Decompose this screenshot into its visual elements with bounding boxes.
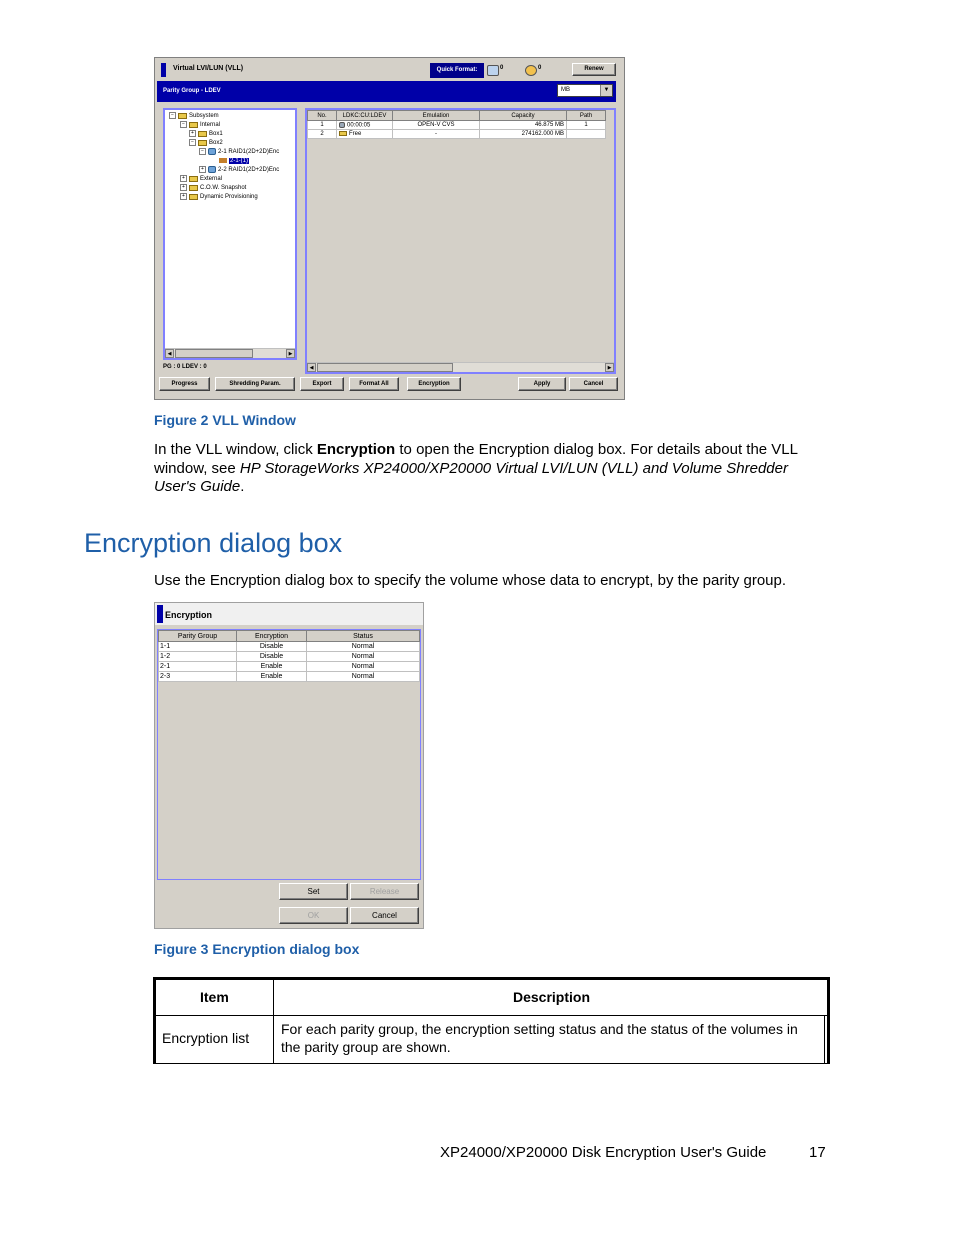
cell-no: 2 [308, 130, 337, 139]
key-icon [219, 158, 227, 163]
table-row[interactable] [159, 672, 420, 682]
release-button[interactable]: Release [350, 883, 419, 900]
scroll-left-icon[interactable]: ◀ [165, 349, 174, 358]
table-horizontal-scrollbar[interactable] [307, 362, 614, 372]
column-header[interactable]: Status [307, 631, 420, 642]
scroll-right-icon[interactable]: ▶ [605, 363, 614, 372]
cell-no: 1 [308, 121, 337, 130]
parity-group-tree[interactable] [163, 108, 297, 360]
cell-emulation: - [393, 130, 480, 139]
encryption-dialog [154, 602, 424, 929]
collapse-icon[interactable]: − [180, 121, 187, 128]
quick-format-label: Quick Format: [430, 63, 484, 78]
cancel-button[interactable]: Cancel [569, 377, 618, 391]
folder-icon [178, 113, 187, 119]
table-row[interactable] [159, 652, 420, 662]
renew-button[interactable]: Renew [572, 63, 616, 76]
title-accent [157, 605, 163, 623]
row-item: Encryption list [162, 1030, 250, 1046]
para-text: In the VLL window, click [154, 441, 317, 458]
cell-capacity: 46.875 MB [480, 121, 567, 130]
collapse-icon[interactable]: − [169, 112, 176, 119]
expand-icon[interactable]: + [180, 184, 187, 191]
row-description: For each parity group, the encryption setting status and the status of the volumes in the parity group are shown. [281, 1021, 798, 1055]
cell-ldev-text: Free [349, 131, 362, 138]
encryption-dialog-title: Encryption [165, 610, 213, 620]
cell-encryption: Disable [237, 652, 307, 662]
set-button[interactable]: Set [279, 883, 348, 900]
encryption-table-header [159, 631, 420, 642]
table-row[interactable] [159, 642, 420, 652]
folder-icon [189, 122, 198, 128]
scroll-thumb[interactable] [175, 349, 253, 358]
page-number: 17 [809, 1144, 826, 1161]
expand-icon[interactable]: + [180, 193, 187, 200]
tree-item-label: C.O.W. Snapshot [200, 185, 247, 192]
column-header[interactable]: Path [567, 111, 606, 121]
cell-status: Normal [307, 662, 420, 672]
unit-select-value: MB [561, 87, 570, 93]
tree-item-label: External [200, 176, 223, 183]
footer-title: XP24000/XP20000 Disk Encryption User's Guide [440, 1144, 767, 1161]
disk-icon [208, 166, 216, 173]
title-accent [161, 63, 166, 77]
apply-button[interactable]: Apply [518, 377, 566, 391]
table-row[interactable] [308, 130, 606, 139]
ok-button[interactable]: OK [279, 907, 348, 924]
tree-item-label: Box1 [209, 131, 223, 138]
cell-encryption: Disable [237, 642, 307, 652]
encryption-list[interactable] [157, 629, 421, 880]
header-description: Description [513, 989, 591, 1005]
volume-icon [339, 122, 345, 128]
column-header[interactable]: Emulation [393, 111, 480, 121]
vll-window-title: Virtual LVI/LUN (VLL) [173, 65, 244, 72]
column-header[interactable]: Capacity [480, 111, 567, 121]
cell-status: Normal [307, 672, 420, 682]
para-text: . [240, 478, 245, 495]
tree-item-label: 2-2 RAID1(2D+2D)Enc [218, 167, 280, 174]
quick-format-progress-count: 0 [538, 65, 542, 71]
chevron-down-icon[interactable]: ▼ [600, 85, 612, 96]
tree-item-subsystem[interactable] [169, 112, 219, 121]
table-row[interactable] [159, 662, 420, 672]
tree-item-box1[interactable] [189, 130, 223, 139]
tree-item-2-1-1[interactable] [219, 157, 249, 166]
cell-capacity: 274162.000 MB [480, 130, 567, 139]
folder-icon [189, 194, 198, 200]
folder-icon [198, 131, 207, 137]
figure-2-caption: Figure 2 VLL Window [154, 412, 296, 428]
cell-encryption: Enable [237, 662, 307, 672]
collapse-icon[interactable]: − [199, 148, 206, 155]
cell-ldev-text: 00:00:05 [347, 122, 371, 129]
tree-item-label: 2-1-(1) [230, 158, 249, 164]
tree-item-pg-2-2[interactable] [199, 166, 279, 175]
folder-icon [189, 176, 198, 182]
column-header[interactable]: LDKC:CU:LDEV [337, 111, 393, 121]
tree-item-cow-snapshot[interactable] [180, 184, 246, 193]
tree-item-pg-2-1[interactable] [199, 148, 279, 157]
cell-parity-group: 1-2 [159, 652, 237, 662]
tree-item-internal[interactable] [180, 121, 220, 130]
tree-item-label: Subsystem [189, 113, 219, 120]
para-text: to open the Encryption dialog box. For details about the VLL window, see [154, 441, 798, 477]
tree-item-box2[interactable] [189, 139, 223, 148]
vll-title-bar [157, 60, 622, 80]
cell-emulation: OPEN-V CVS [393, 121, 480, 130]
cell-path: 1 [567, 121, 606, 130]
encryption-table [158, 630, 420, 682]
expand-icon[interactable]: + [199, 166, 206, 173]
row-right-border [824, 1015, 825, 1064]
encryption-button[interactable]: Encryption [407, 377, 461, 391]
capacity-unit-select[interactable] [557, 84, 613, 97]
expand-icon[interactable]: + [189, 130, 196, 137]
cell-ldev [337, 130, 393, 139]
column-header[interactable]: No. [308, 111, 337, 121]
panel-title: Parity Group - LDEV [163, 88, 221, 94]
cell-status: Normal [307, 642, 420, 652]
status-line: PG : 0 LDEV : 0 [163, 364, 207, 370]
format-status-icon [487, 65, 499, 76]
cell-parity-group: 2-1 [159, 662, 237, 672]
scroll-left-icon[interactable]: ◀ [307, 363, 316, 372]
tree-horizontal-scrollbar[interactable] [165, 348, 295, 358]
tree-item-external[interactable] [180, 175, 222, 184]
figure-3-caption: Figure 3 Encryption dialog box [154, 941, 360, 957]
dialog-cancel-button[interactable]: Cancel [350, 907, 419, 924]
scroll-thumb[interactable] [317, 363, 453, 372]
tree-item-dynamic-provisioning[interactable] [180, 193, 258, 202]
ldev-table-pane [305, 108, 616, 374]
table-row[interactable] [308, 121, 606, 130]
tree-item-label: Internal [200, 122, 221, 129]
ldev-table [307, 110, 606, 139]
tree-item-label: Dynamic Provisioning [200, 194, 258, 201]
vll-window [154, 57, 625, 400]
cell-parity-group: 1-1 [159, 642, 237, 652]
progress-status-icon [525, 65, 537, 76]
description-table-header [156, 980, 827, 1016]
disk-icon [208, 148, 216, 155]
tree-item-label: 2-1 RAID1(2D+2D)Enc [218, 149, 280, 156]
export-button[interactable]: Export [300, 377, 344, 391]
column-header[interactable]: Encryption [237, 631, 307, 642]
cell-path [567, 130, 606, 139]
description-table [153, 977, 830, 1064]
free-space-icon [339, 131, 347, 136]
format-all-button[interactable]: Format All [349, 377, 399, 391]
tree-item-label: Box2 [209, 140, 223, 147]
guide-reference: HP StorageWorks XP24000/XP20000 Virtual LVI/LUN (VLL) and Volume Shredder User's Guide [154, 459, 788, 495]
vll-instructions-paragraph [154, 441, 814, 497]
cell-encryption: Enable [237, 672, 307, 682]
collapse-icon[interactable]: − [189, 139, 196, 146]
header-item: Item [200, 989, 229, 1005]
quick-format-count: 0 [500, 65, 504, 71]
folder-icon [198, 140, 207, 146]
cell-parity-group: 2-3 [159, 672, 237, 682]
cell-status: Normal [307, 652, 420, 662]
parity-group-panel-header [157, 81, 616, 102]
scroll-right-icon[interactable]: ▶ [286, 349, 295, 358]
shredding-param-button[interactable]: Shredding Param. [215, 377, 295, 391]
expand-icon[interactable]: + [180, 175, 187, 182]
para-bold-encryption: Encryption [316, 441, 396, 458]
folder-icon [189, 185, 198, 191]
cell-ldev [337, 121, 393, 130]
column-header[interactable]: Parity Group [159, 631, 237, 642]
dialog-intro-paragraph: Use the Encryption dialog box to specify the volume whose data to encrypt, by the parity group. [154, 572, 787, 589]
ldev-table-header [308, 111, 606, 121]
encryption-dialog-title-bar [155, 603, 423, 625]
progress-button[interactable]: Progress [159, 377, 210, 391]
column-divider [273, 980, 274, 1064]
section-heading: Encryption dialog box [84, 528, 343, 558]
